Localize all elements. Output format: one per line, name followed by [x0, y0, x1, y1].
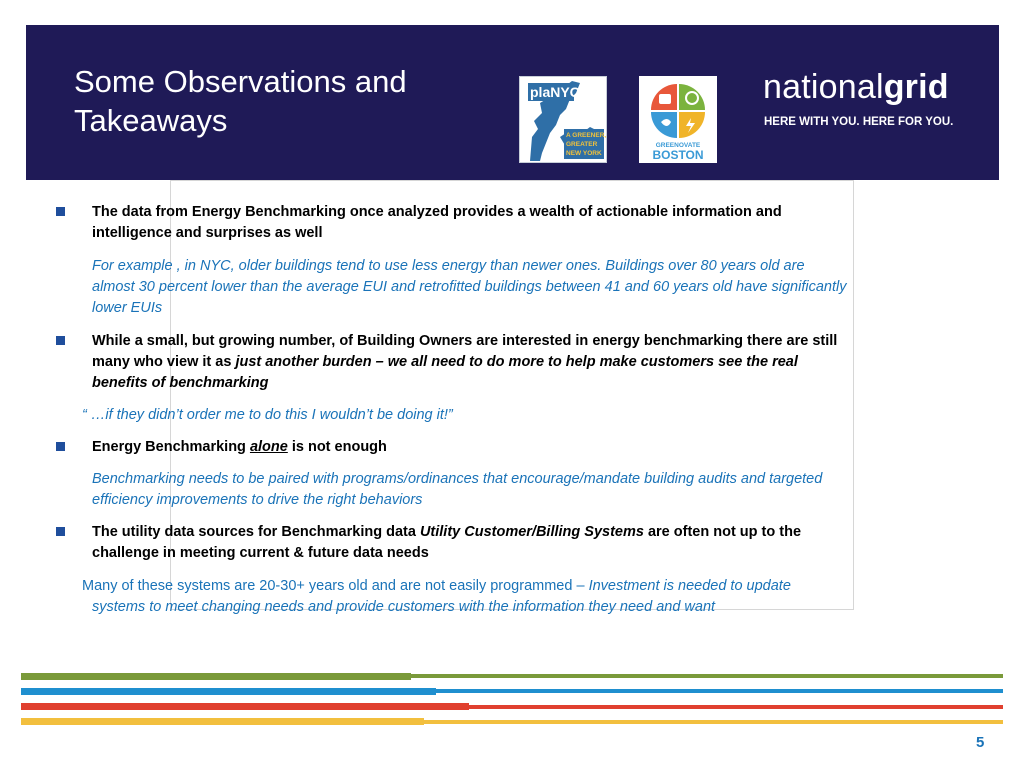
bullet-4-heading-italic: Utility Customer/Billing Systems [419, 524, 644, 540]
footer-bar-green-thin [411, 674, 1003, 678]
page-number: 5 [976, 734, 985, 751]
bullet-marker [56, 336, 65, 345]
bullet-4-heading-line1 [92, 522, 992, 543]
bullet-4-heading-tail: are often not up to the [643, 524, 802, 540]
footer-bar-yellow-thin [424, 720, 1003, 724]
bullet-4-heading-plain: The utility data sources for Benchmarking data [92, 524, 420, 540]
planyc-tagline-1: A GREENER, [566, 132, 606, 139]
footer-bar-blue-thin [436, 689, 1003, 693]
bullet-2-quote: “ …if they didn’t order me to do this I wouldn’t be doing it!” [82, 407, 453, 423]
bullet-marker [56, 442, 65, 451]
footer-bar-red-thin [469, 705, 1003, 709]
footer-bar-yellow-thick [21, 718, 424, 725]
bullet-1-heading-line2: intelligence and surprises as well [92, 225, 323, 241]
brand-tagline: HERE WITH YOU. HERE FOR YOU. [764, 116, 954, 128]
bullet-2-heading-line2 [92, 352, 992, 373]
bullet-3-heading-emphasis: alone [249, 439, 288, 455]
planyc-wordmark: plaNYC [530, 84, 580, 100]
bullet-4-detail-line2: systems to meet changing needs and provide customers with the information they need and want [92, 599, 716, 615]
bullet-marker [56, 527, 65, 536]
footer-bar-blue-thick [21, 688, 436, 695]
bullet-3-detail-line2: efficiency improvements to drive the right behaviors [92, 492, 423, 508]
bullet-4-detail-plain: Many of these systems are 20-30+ years old and are not easily programmed – [82, 578, 589, 594]
bullet-1-detail-line2: almost 30 percent lower than the average EUI and retrofitted buildings between 41 and 60 years old have significantly [92, 279, 847, 295]
planyc-tagline-3: NEW YORK [566, 150, 602, 157]
slide-title-line1: Some Observations and [74, 64, 407, 99]
national-grid-logo-bold: grid [883, 68, 949, 106]
bullet-4-heading-line2: challenge in meeting current & future data needs [92, 545, 429, 561]
bullet-3-detail-line1: Benchmarking needs to be paired with programs/ordinances that encourage/mandate building audits and targeted [92, 471, 823, 487]
bullet-3-heading [92, 437, 992, 458]
footer-bar-green-thick [21, 673, 411, 680]
boston-wordmark: BOSTON [652, 148, 704, 162]
slide-title-line2: Takeaways [74, 103, 228, 138]
bullet-1-detail-line3: lower EUIs [92, 300, 163, 316]
bullet-1-heading-line1: The data from Energy Benchmarking once analyzed provides a wealth of actionable information and [92, 204, 782, 220]
bullet-3-heading-plain: Energy Benchmarking [92, 439, 250, 455]
bullet-2-heading-italic: just another burden – we all need to do more to help make customers see the real [235, 354, 798, 370]
bullet-1-detail-line1: For example , in NYC, older buildings tend to use less energy than newer ones. Buildings over 80 years old are [92, 258, 805, 274]
bullet-3-heading-tail: is not enough [287, 439, 387, 455]
bullet-4-detail-line1 [82, 576, 982, 597]
bullet-2-heading-line1: While a small, but growing number, of Building Owners are interested in energy benchmarking there are still [92, 333, 838, 349]
national-grid-logo-regular: national [763, 68, 884, 106]
footer-bar-red-thick [21, 703, 469, 710]
bullet-marker [56, 207, 65, 216]
bullet-2-heading-plain: many who view it as [92, 354, 236, 370]
boston-tagline: GREENOVATE [655, 142, 701, 149]
planyc-tagline-2: GREATER [566, 141, 598, 148]
bullet-4-detail-italic: Investment is needed to update [588, 578, 791, 594]
bullet-2-heading-line3: benefits of benchmarking [92, 375, 269, 391]
